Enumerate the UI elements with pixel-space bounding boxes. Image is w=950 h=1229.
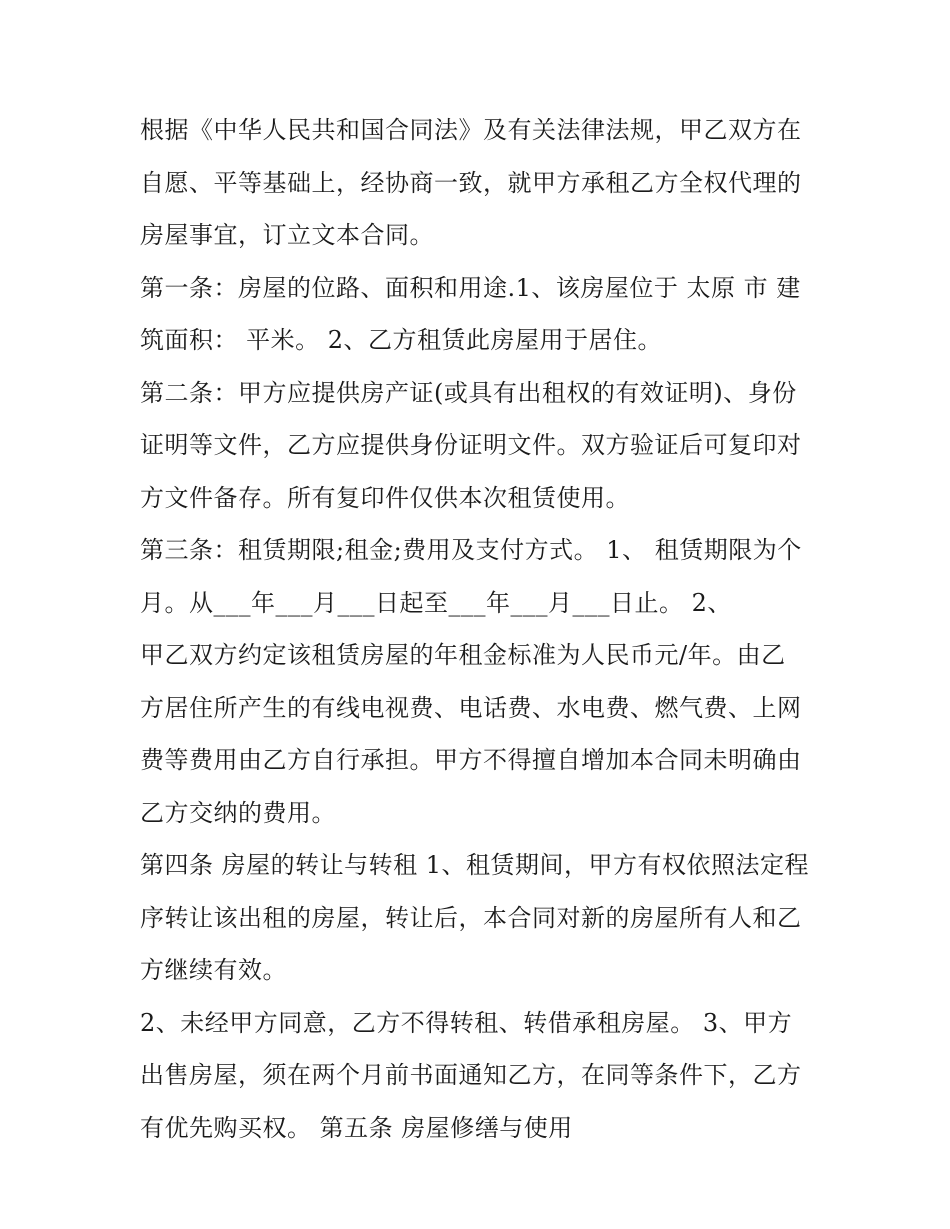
text-line: 有优先购买权。 第五条 房屋修缮与使用 bbox=[140, 1113, 573, 1142]
text-line: 筑面积： 平米。 2、乙方租赁此房屋用于居住。 bbox=[140, 326, 663, 354]
text-line: 房屋事宜，订立文本合同。 bbox=[140, 221, 434, 249]
text-line: 2、未经甲方同意，乙方不得转租、转借承租房屋。 3、甲方 bbox=[140, 1008, 793, 1037]
text-line: 甲乙双方约定该租赁房屋的年租金标准为人民币元/年。由乙 bbox=[140, 641, 786, 669]
article-3-heading-line: 第三条：租赁期限;租金;费用及支付方式。 1、 租赁期限为个 bbox=[140, 536, 802, 564]
text-line: 方继续有效。 bbox=[140, 956, 287, 984]
text-line: 方居住所产生的有线电视费、电话费、水电费、燃气费、上网 bbox=[140, 693, 802, 722]
contract-body bbox=[140, 104, 820, 1154]
text-line: 根据《中华人民共和国合同法》及有关法律法规，甲乙双方在 bbox=[140, 116, 802, 144]
text-line: 乙方交纳的费用。 bbox=[140, 798, 336, 827]
article-4-heading-line: 第四条 房屋的转让与转租 1、租赁期间，甲方有权依照法定程 bbox=[140, 851, 810, 879]
article-2-heading-line: 第二条：甲方应提供房产证(或具有出租权的有效证明)、身份 bbox=[140, 378, 797, 407]
text-line: 自愿、平等基础上，经协商一致，就甲方承租乙方全权代理的 bbox=[140, 168, 802, 197]
article-1-heading-line: 第一条：房屋的位路、面积和用途.1、该房屋位于 太原 市 建 bbox=[140, 273, 801, 302]
text-line: 出售房屋，须在两个月前书面通知乙方，在同等条件下，乙方 bbox=[140, 1061, 802, 1089]
text-line: 月。从___年___月___日起至___年___月___日止。 2、 bbox=[140, 588, 732, 617]
text-line: 序转让该出租的房屋，转让后，本合同对新的房屋所有人和乙 bbox=[140, 903, 802, 932]
text-line: 费等费用由乙方自行承担。甲方不得擅自增加本合同未明确由 bbox=[140, 746, 802, 774]
text-line: 方文件备存。所有复印件仅供本次租赁使用。 bbox=[140, 483, 630, 512]
text-line: 证明等文件，乙方应提供身份证明文件。双方验证后可复印对 bbox=[140, 431, 802, 459]
